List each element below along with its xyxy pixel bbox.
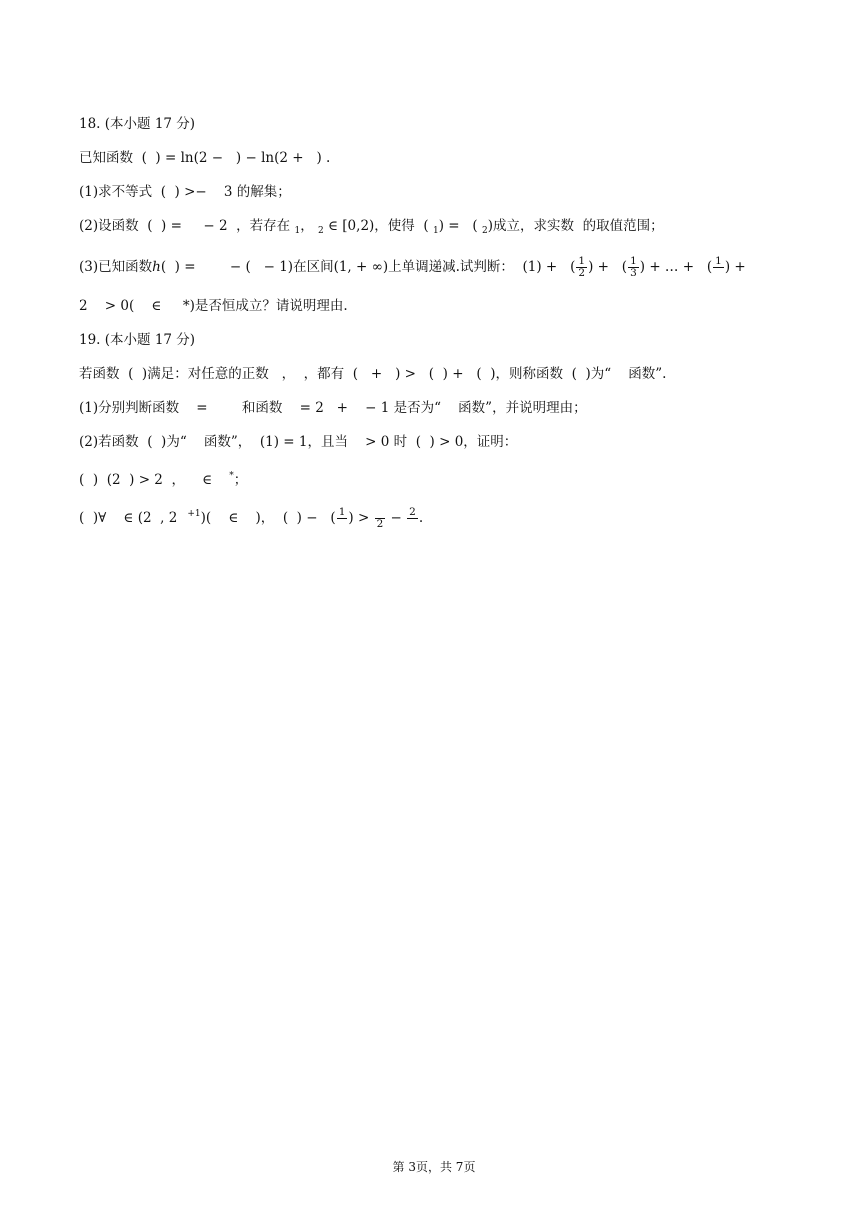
fraction: 2	[375, 507, 386, 530]
page-footer: 第 3页，共 7页	[392, 1160, 476, 1174]
fraction: 1	[715, 255, 722, 267]
fraction: $\frac{1}{2}$	[578, 255, 586, 279]
q18-part3: (3)已知函数ℎ( ) = − ( − 1)在区间(1, + ∞)上单调递减.试判断： (1) + ( $\frac{1}{2}$ ) + ( $\frac{1}{3}$ ) + … + ( 1 ) +	[79, 255, 746, 279]
q19-part2-ii: ( )∀ ∈ (2 , 2 $^{+1}$)( ∈ )， ( ) − ( 1 ) > 2 − 2 .	[79, 506, 424, 530]
q19-part2-i: ( ) (2 ) > 2 ， ∈ *；	[79, 471, 248, 488]
fraction: 1	[338, 506, 346, 518]
q19-heading: 19. (本小题 17 分)	[79, 332, 196, 348]
q19-stem: 若函数 ( )满足：对任意的正数 ， ，都有 ( + ) > ( ) + ( )，则称函数 ( )为“ 函数”.	[79, 366, 667, 382]
q19-part1: (1)分别判断函数 = 和函数 = 2 + − 1 是否为“ 函数”，并说明理由；	[79, 400, 587, 416]
q18-part2: (2)设函数 ( ) = − 2 ，若存在 $_1$， $_2$ ∈ [0,2)，使得 ( $_1$) = ( $_2$)成立，求实数 的取值范围；	[79, 218, 664, 236]
q19-part2: (2)若函数 ( )为“ 函数”， (1) = 1，且当 > 0 时 ( ) > 0，证明：	[79, 434, 518, 450]
fraction: 2	[409, 506, 416, 518]
q18-stem: 已知函数 ( ) = ln(2 − ) − ln(2 + ) .	[79, 150, 331, 166]
fraction: $\frac{1}{3}$	[630, 255, 637, 279]
q18-part3-line2: 2 > 0( ∈ *)是否恒成立？请说明理由.	[79, 298, 348, 314]
q18-heading: 18. (本小题 17 分)	[79, 116, 196, 132]
q18-part1: (1)求不等式 ( ) >− 3 的解集；	[79, 184, 291, 200]
